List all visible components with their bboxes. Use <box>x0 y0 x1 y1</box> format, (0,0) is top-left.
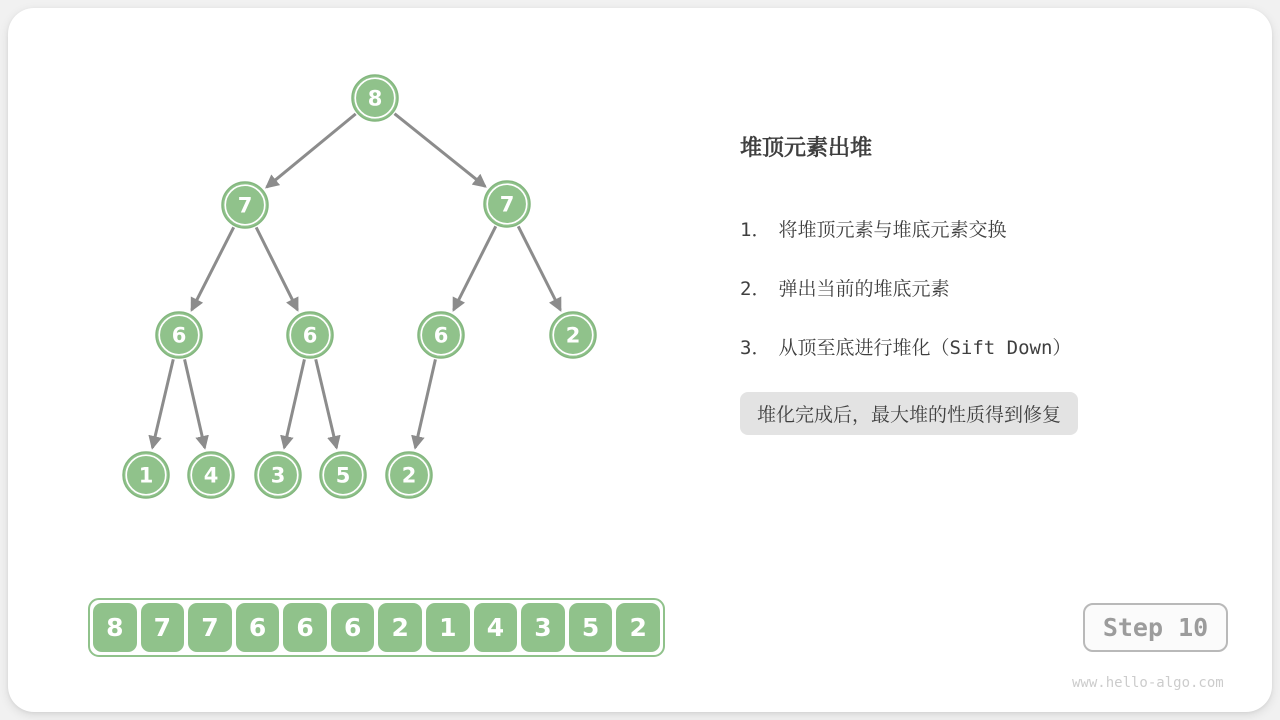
tree-edge <box>518 226 560 310</box>
array-cell: 6 <box>331 603 375 652</box>
tree-node <box>320 452 366 498</box>
step-list <box>740 215 1210 392</box>
tree-node-value: 8 <box>367 86 383 111</box>
tree-node-value: 2 <box>565 323 581 348</box>
tree-node <box>156 312 202 358</box>
tree-node-value: 6 <box>433 323 449 348</box>
tree-node <box>222 182 268 228</box>
tree-edge <box>256 227 297 310</box>
step-text: 将堆顶元素与堆底元素交换 <box>778 220 1007 241</box>
tree-node <box>123 452 169 498</box>
step-number: 3． <box>740 337 771 359</box>
tree-node <box>287 312 333 358</box>
tree-node-value: 2 <box>401 463 417 488</box>
tree-edges <box>152 114 560 448</box>
watermark: www.hello-algo.com <box>1072 675 1224 691</box>
tree-edge <box>284 359 304 447</box>
array-cell: 1 <box>426 603 470 652</box>
array-cell: 6 <box>236 603 280 652</box>
array-cell: 5 <box>569 603 613 652</box>
tree-node-value: 5 <box>335 463 351 488</box>
step-list-item <box>740 215 1210 242</box>
array-cell: 4 <box>474 603 518 652</box>
tree-node-value: 6 <box>302 323 318 348</box>
tree-node <box>386 452 432 498</box>
array-cell: 6 <box>283 603 327 652</box>
step-text: 弹出当前的堆底元素 <box>778 279 950 300</box>
tree-nodes <box>123 75 596 498</box>
tree-edge <box>185 359 205 447</box>
tree-node-value: 3 <box>270 463 286 488</box>
tree-node <box>352 75 398 121</box>
step-badge: Step 10 <box>1083 603 1228 652</box>
tree-node-value: 7 <box>499 192 515 217</box>
tree-node-value: 6 <box>171 323 187 348</box>
tree-node-value: 1 <box>138 463 154 488</box>
note-badge: 堆化完成后，最大堆的性质得到修复 <box>740 392 1078 435</box>
array-cell: 7 <box>141 603 185 652</box>
heap-array <box>88 598 665 657</box>
tree-node <box>418 312 464 358</box>
step-list-item <box>740 333 1210 360</box>
tree-edge <box>415 359 435 447</box>
tree-edge <box>267 114 356 187</box>
array-cell: 3 <box>521 603 565 652</box>
step-list-item <box>740 274 1210 301</box>
array-cell: 2 <box>616 603 660 652</box>
array-cell: 8 <box>93 603 137 652</box>
tree-node <box>484 181 530 227</box>
tree-edge <box>454 226 496 310</box>
tree-node-value: 7 <box>237 193 253 218</box>
heap-tree-svg <box>0 0 720 560</box>
tree-edge <box>316 359 337 447</box>
tree-node-value: 4 <box>203 463 219 488</box>
tree-node <box>255 452 301 498</box>
step-number: 1． <box>740 219 771 241</box>
tree-node <box>550 312 596 358</box>
step-text: Sift Down <box>949 337 1053 359</box>
step-text: 从顶至底进行堆化（ <box>778 338 950 359</box>
array-cell: 7 <box>188 603 232 652</box>
tree-edge <box>152 359 173 447</box>
panel-title: 堆顶元素出堆 <box>740 135 873 160</box>
step-text: ） <box>1052 338 1072 359</box>
step-number: 2． <box>740 278 771 300</box>
tree-node <box>188 452 234 498</box>
array-cell: 2 <box>378 603 422 652</box>
tree-edge <box>192 227 234 310</box>
tree-edge <box>394 114 485 187</box>
